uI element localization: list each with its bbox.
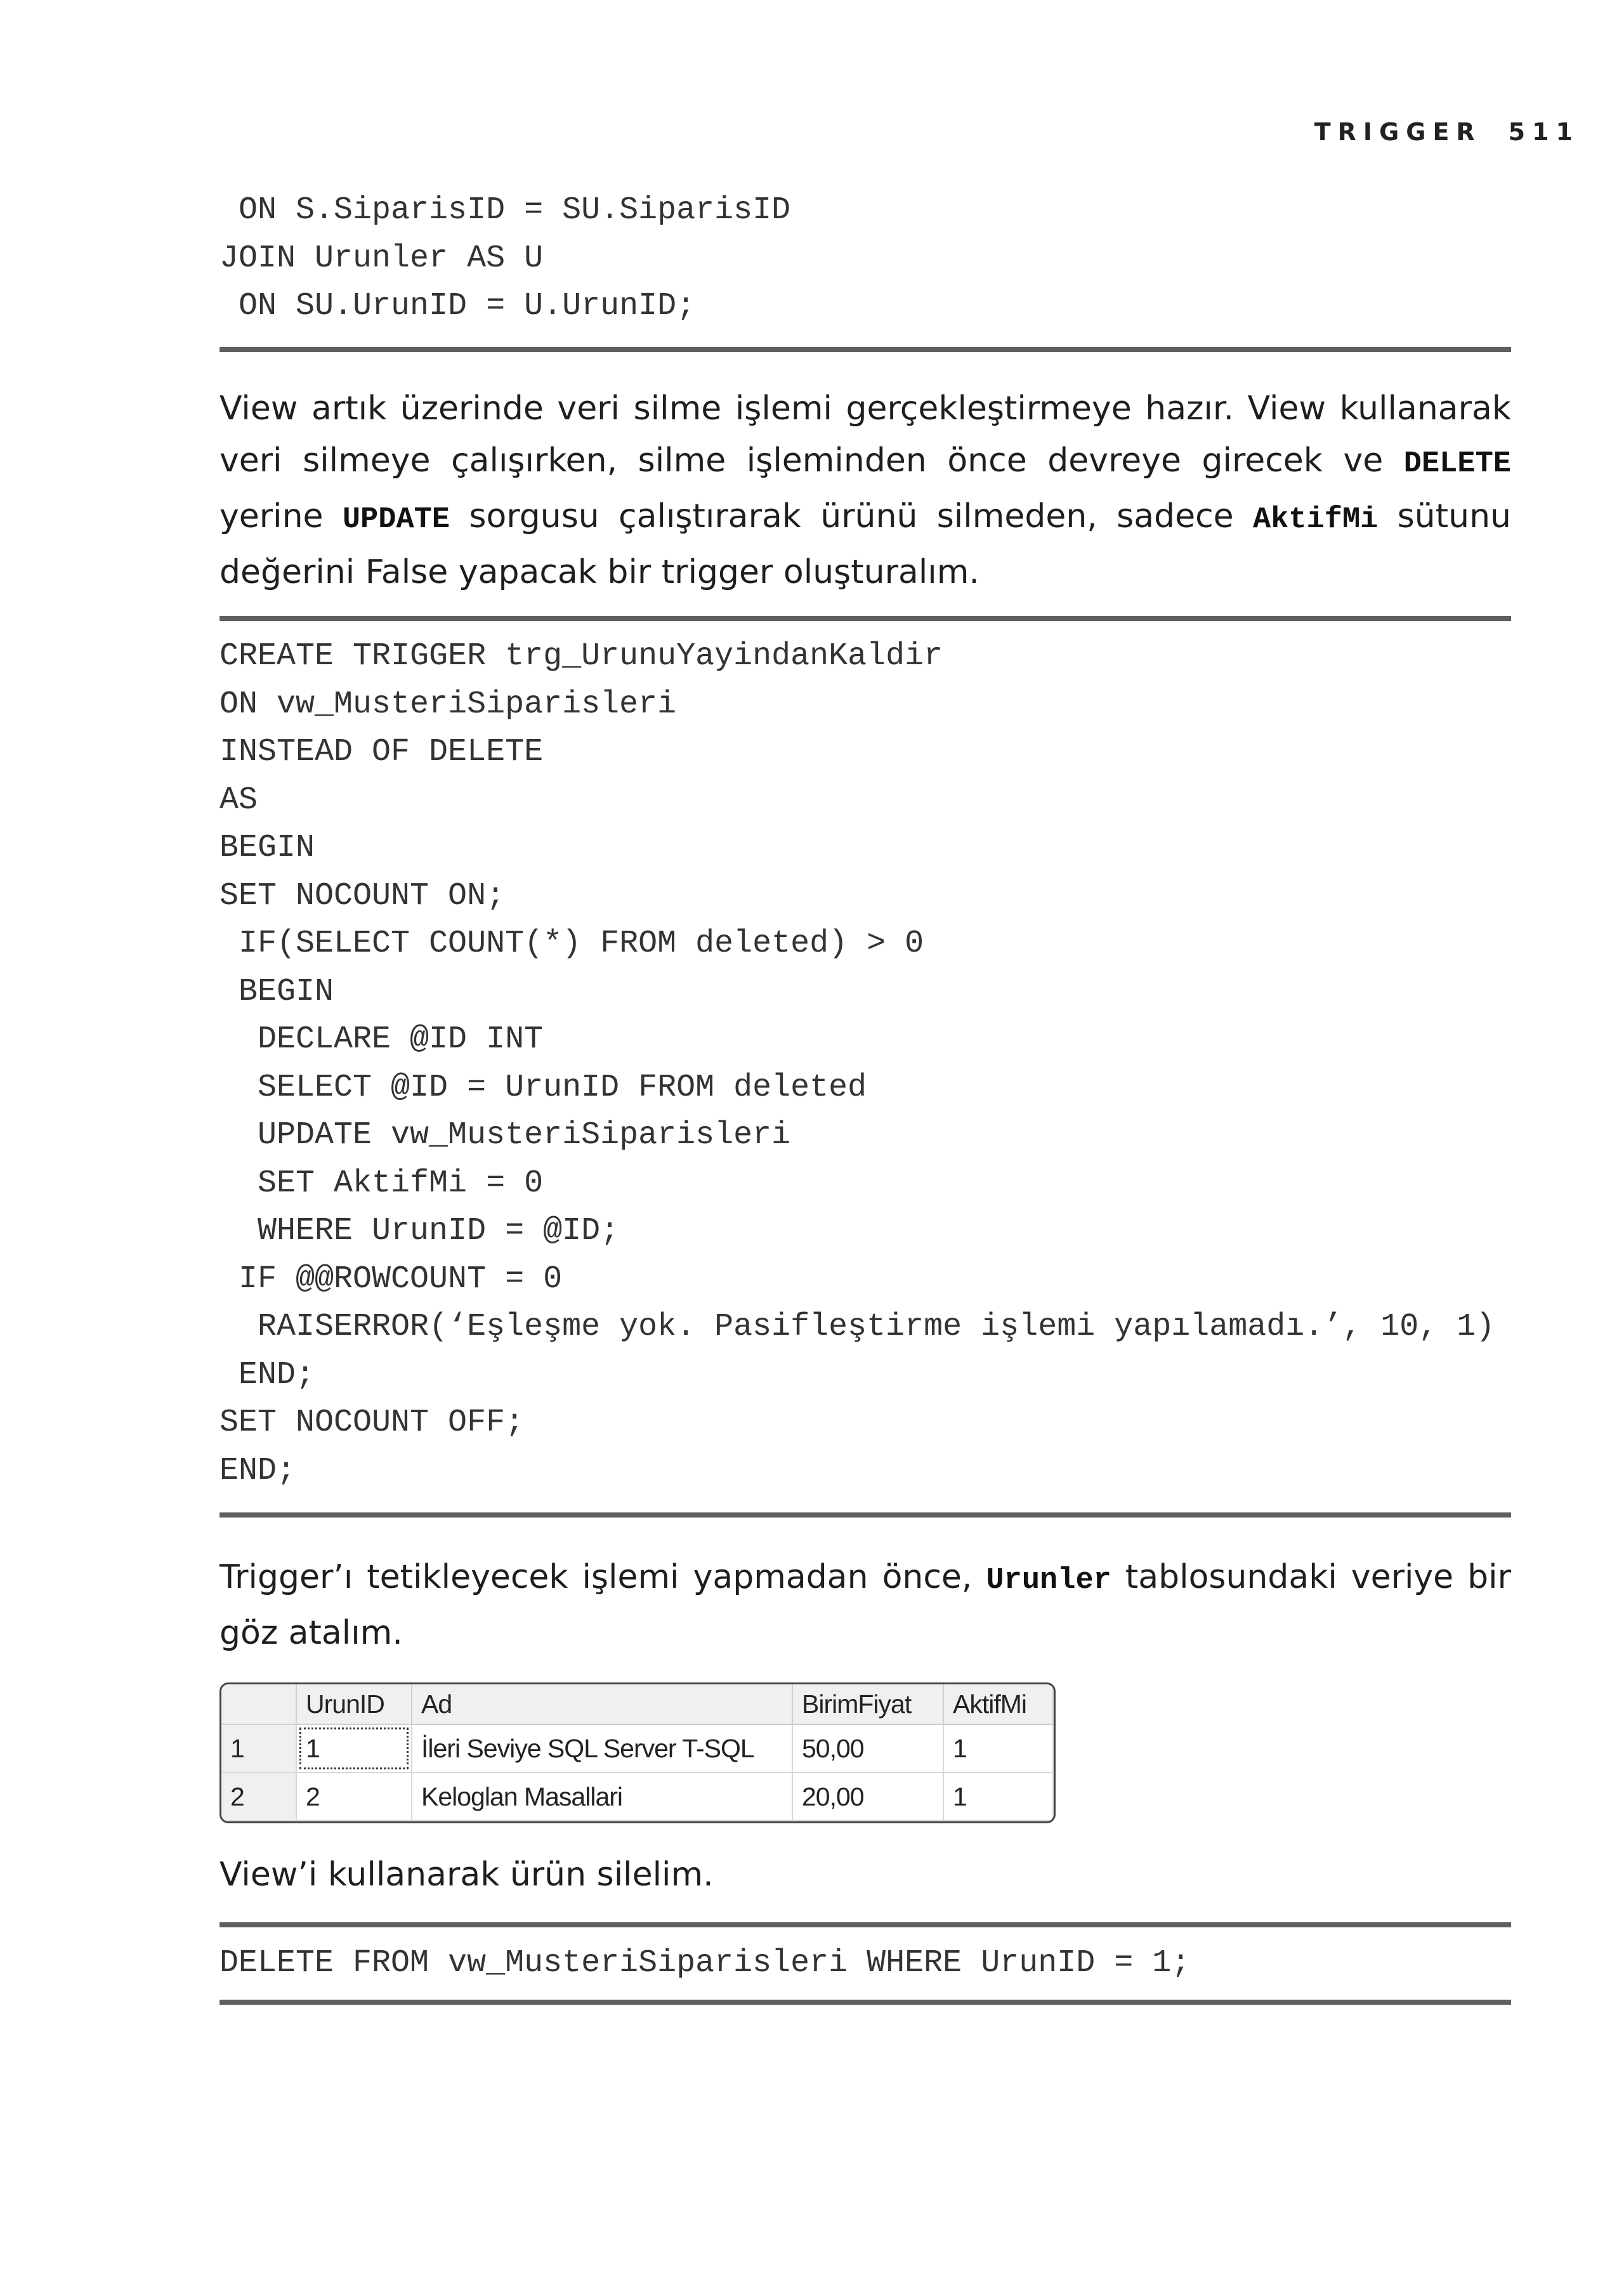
paragraph-text: tablosundaki veriye bir göz atalım.	[219, 1558, 1511, 1652]
code-block-rule	[219, 2000, 1511, 2005]
column-header-birimfiyat[interactable]: BirimFiyat	[792, 1684, 943, 1724]
table-cell-birimfiyat[interactable]: 20,00	[792, 1773, 943, 1821]
column-header-urunid[interactable]: UrunID	[296, 1684, 412, 1724]
inline-code-aktifmi: AktifMi	[1252, 503, 1378, 537]
paragraph-text: sütunu değerini False yapacak bir trigger oluşturalım.	[219, 497, 1511, 591]
code-block-rule	[219, 1512, 1511, 1518]
table-cell-aktifmi[interactable]: 1	[943, 1724, 1053, 1773]
header-title: TRIGGER	[1314, 118, 1482, 146]
code-block-rule	[219, 1922, 1511, 1927]
running-header	[1314, 118, 1580, 146]
code-line: END;	[219, 1356, 315, 1393]
table-cell-urunid[interactable]: 2	[296, 1773, 412, 1821]
paragraph-text: sorgusu çalıştırarak ürünü silmeden, sadece	[450, 497, 1253, 535]
code-line: IF(SELECT COUNT(*) FROM deleted) > 0	[219, 926, 924, 962]
table-row[interactable]	[221, 1724, 1053, 1773]
code-line: IF @@ROWCOUNT = 0	[219, 1261, 563, 1297]
results-grid	[219, 1682, 1056, 1823]
table-cell-birimfiyat[interactable]: 50,00	[792, 1724, 943, 1773]
row-number[interactable]: 1	[221, 1724, 296, 1773]
code-line: DELETE FROM vw_MusteriSiparisleri WHERE UrunID = 1;	[219, 1945, 1191, 1981]
code-line: END;	[219, 1452, 296, 1489]
paragraph-intro	[219, 383, 1511, 598]
table-cell-ad[interactable]: Keloglan Masallari	[412, 1773, 792, 1821]
paragraph-before-table	[219, 1551, 1511, 1659]
table-cell-urunid[interactable]: 1	[296, 1724, 412, 1773]
code-line: WHERE UrunID = @ID;	[219, 1213, 620, 1249]
code-block-view-join	[219, 187, 790, 331]
inline-code-delete: DELETE	[1403, 447, 1511, 481]
code-line: CREATE TRIGGER trg_UrunuYayindanKaldir	[219, 638, 943, 674]
paragraph-text: Trigger’ı tetikleyecek işlemi yapmadan önce,	[219, 1558, 986, 1596]
column-header-ad[interactable]: Ad	[412, 1684, 792, 1724]
table-cell-ad[interactable]: İleri Seviye SQL Server T-SQL	[412, 1724, 792, 1773]
inline-code-urunler: Urunler	[986, 1564, 1111, 1597]
code-block-delete	[219, 1939, 1190, 1988]
code-line: JOIN Urunler AS U	[219, 240, 544, 277]
code-line: SET NOCOUNT ON;	[219, 877, 506, 914]
code-line: ON SU.UrunID = U.UrunID;	[219, 288, 696, 324]
code-line: INSTEAD OF DELETE	[219, 734, 544, 770]
code-block-trigger	[219, 633, 1495, 1495]
paragraph-delete-intro	[219, 1849, 1511, 1901]
column-header-aktifmi[interactable]: AktifMi	[943, 1684, 1053, 1724]
code-line: BEGIN	[219, 973, 334, 1010]
paragraph-text: View artık üzerinde veri silme işlemi gerçekleştirmeye hazır. View kullanarak veri silmeye çalışırken, silme işleminden önce devreye girecek ve	[219, 390, 1511, 480]
code-line: BEGIN	[219, 830, 315, 866]
code-line: UPDATE vw_MusteriSiparisleri	[219, 1117, 791, 1153]
code-block-rule	[219, 616, 1511, 621]
code-line: ON vw_MusteriSiparisleri	[219, 686, 677, 723]
code-line: RAISERROR(‘Eşleşme yok. Pasifleştirme işlemi yapılamadı.’, 10, 1)	[219, 1309, 1495, 1345]
paragraph-text: View’i kullanarak ürün silelim.	[219, 1856, 714, 1894]
inline-code-update: UPDATE	[342, 503, 450, 537]
code-block-rule	[219, 347, 1511, 352]
page-number: 511	[1508, 118, 1580, 146]
code-line: ON S.SiparisID = SU.SiparisID	[219, 192, 791, 228]
code-line: DECLARE @ID INT	[219, 1021, 544, 1058]
code-line: SELECT @ID = UrunID FROM deleted	[219, 1069, 867, 1106]
row-number[interactable]: 2	[221, 1773, 296, 1821]
grid-corner-cell	[221, 1684, 296, 1724]
code-line: SET NOCOUNT OFF;	[219, 1405, 525, 1441]
table-row[interactable]	[221, 1773, 1053, 1821]
code-line: AS	[219, 782, 258, 818]
code-line: SET AktifMi = 0	[219, 1165, 544, 1202]
table-cell-aktifmi[interactable]: 1	[943, 1773, 1053, 1821]
paragraph-text: yerine	[219, 497, 343, 535]
